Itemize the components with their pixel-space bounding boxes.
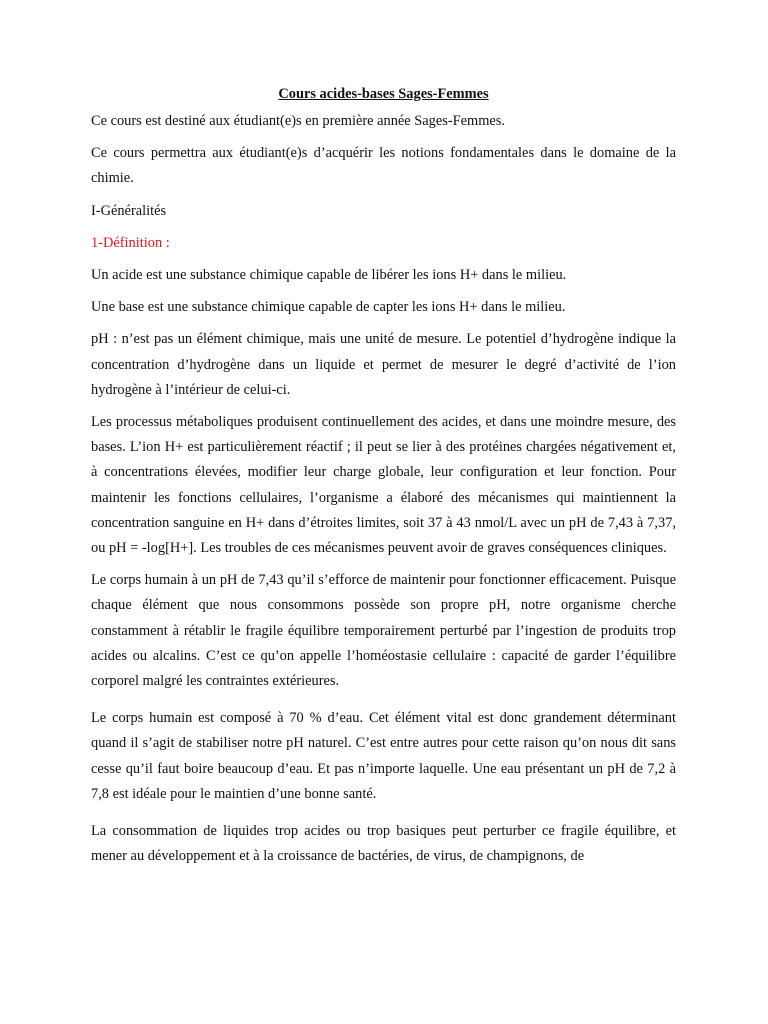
document-title: Cours acides-bases Sages-Femmes bbox=[278, 86, 489, 102]
document-page bbox=[91, 84, 676, 878]
liquids-consumption-paragraph: La consommation de liquides trop acides ou trop basiques peut perturber ce fragile équilibre, et mener au développement et à la croissance de bactéries, de virus, de champignons, de bbox=[91, 823, 676, 865]
intro-paragraph: Ce cours est destiné aux étudiant(e)s en première année Sages-Femmes. bbox=[91, 113, 505, 129]
ph-definition-paragraph: pH : n’est pas un élément chimique, mais une unité de mesure. Le potentiel d’hydrogène indique la concentration d’hydrogène dans un liquide et permet de mesurer le degré d’activité de l’ion hydrogène à l’intérieur de celui-ci. bbox=[91, 331, 676, 398]
section-heading-generalites: I-Généralités bbox=[91, 202, 167, 219]
course-goal-paragraph: Ce cours permettra aux étudiant(e)s d’acquérir les notions fondamentales dans le domaine de la chimie. bbox=[91, 145, 676, 187]
acid-definition-paragraph: Un acide est une substance chimique capable de libérer les ions H+ dans le milieu. bbox=[91, 267, 567, 284]
base-definition-paragraph: Une base est une substance chimique capable de capter les ions H+ dans le milieu. bbox=[91, 299, 566, 316]
subsection-heading-definition: 1-Définition : bbox=[91, 234, 170, 251]
body-ph-paragraph: Le corps humain à un pH de 7,43 qu’il s’efforce de maintenir pour fonctionner efficacement. Puisque chaque élément que nous consommons possède son propre pH, notre organisme cherche constamment à rétablir le fragile équilibre temporairement perturbé par l’ingestion de produits trop acides ou alcalins. C’est ce qu’on appelle l’homéostasie cellulaire : capacité de garder l’équilibre corporel malgré les contraintes extérieures. bbox=[91, 572, 676, 690]
water-paragraph: Le corps humain est composé à 70 % d’eau. Cet élément vital est donc grandement déterminant quand il s’agit de stabiliser notre pH naturel. C’est entre autres pour cette raison qu’on nous dit sans cesse qu’il faut boire beaucoup d’eau. Et pas n’importe laquelle. Une eau présentant un pH de 7,2 à 7,8 est idéale pour le maintien d’une bonne santé. bbox=[91, 710, 676, 802]
metabolic-processes-paragraph: Les processus métaboliques produisent continuellement des acides, et dans une moindre mesure, des bases. L’ion H+ est particulièrement réactif ; il peut se lier à des protéines chargées négativement et, à concentrations élevées, modifier leur charge globale, leur configuration et leur fonction. Pour maintenir les fonctions cellulaires, l’organisme a élaboré des mécanismes qui maintiennent la concentration sanguine en H+ dans d’étroites limites, soit 37 à 43 nmol/L avec un pH de 7,43 à 7,37, ou pH = -log[H+]. Les troubles de ces mécanismes peuvent avoir de graves conséquences cliniques. bbox=[91, 414, 676, 557]
